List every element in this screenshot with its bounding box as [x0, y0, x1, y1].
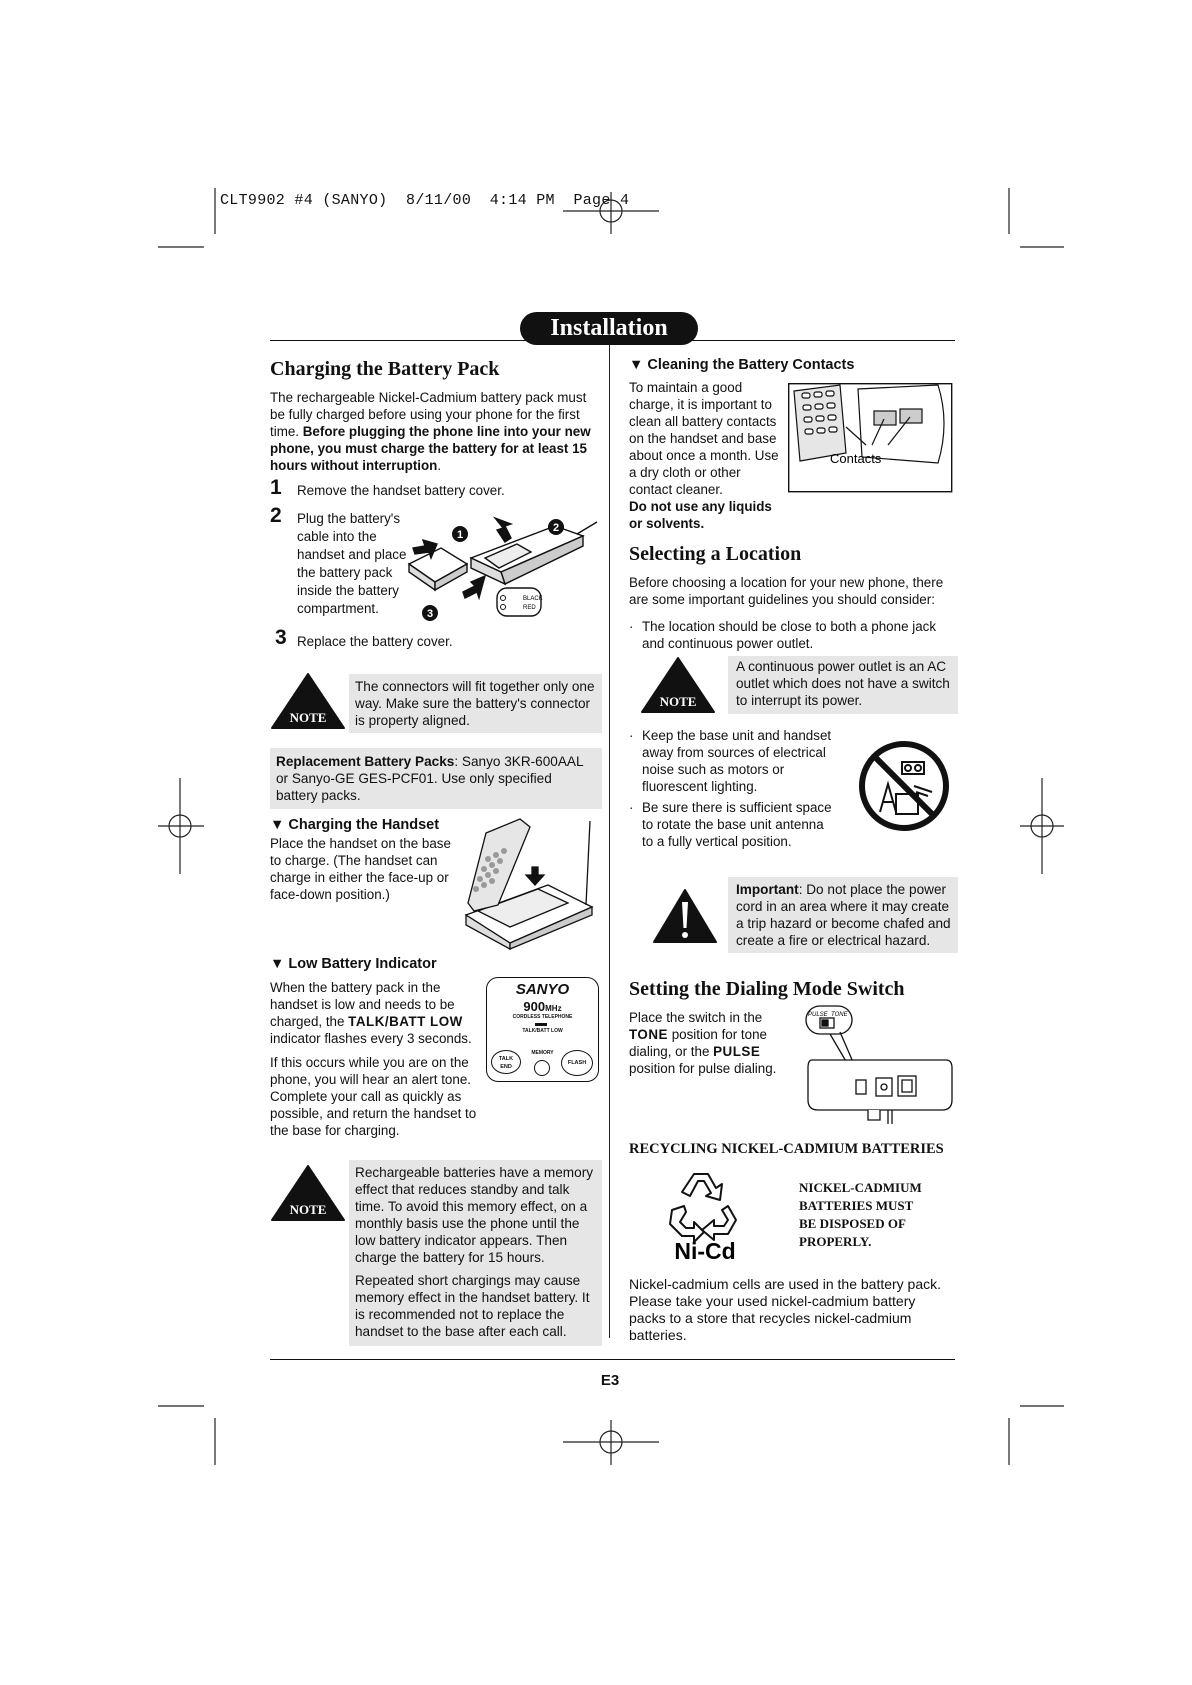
- location-note-text: A continuous power outlet is an AC outlet which does not have a switch to interrupt its power.: [728, 656, 958, 714]
- note-triangle-icon: [270, 672, 346, 730]
- svg-text:1: 1: [456, 529, 464, 541]
- handset-on-base-illustration: [458, 815, 596, 950]
- low-battery-text: When the battery pack in the handset is low and needs to be charged, the TALK/BATT LOW indicator flashes every 3 seconds.: [270, 980, 472, 1046]
- flash-button: FLASH: [561, 1050, 593, 1076]
- recycle-logo-icon: [664, 1166, 746, 1262]
- note-2-paragraph-1: Rechargeable batteries have a memory effect that reduces standby and talk time. To avoid this memory effect, on a monthly basis use the phone until the low battery indicator appears. Then charge the battery for 15 hours.: [355, 1165, 594, 1265]
- section-title-pill: Installation: [520, 312, 698, 345]
- warning-exclamation-icon: [652, 888, 718, 944]
- svg-text:2: 2: [552, 522, 560, 534]
- svg-text:NOTE: NOTE: [289, 710, 327, 725]
- dialing-text: Place the switch in the TONE position for tone dialing, or the PULSE position for pulse dialing.: [629, 1010, 777, 1076]
- svg-text:Ni-Cd: Ni-Cd: [674, 1238, 736, 1264]
- footer-rule: [270, 1359, 955, 1360]
- replacement-packs-box: Replacement Battery Packs: Sanyo 3KR-600AAL or Sanyo-GE GES-PCF01. Use only specified battery packs.: [270, 748, 602, 809]
- talk-batt-low-label: TALK/BATT LOW: [522, 1028, 563, 1034]
- dialing-heading: Setting the Dialing Mode Switch: [629, 978, 905, 1000]
- note-2-box: [349, 1160, 602, 1346]
- printer-slug-line: CLT9902 #4 (SANYO) 8/11/00 4:14 PM Page 4: [220, 192, 630, 209]
- recycling-warning: NICKEL-CADMIUM BATTERIES MUST BE DISPOSED OF PROPERLY.: [799, 1180, 922, 1249]
- location-bullet-2: · Keep the base unit and handset away from sources of electrical noise such as motors or fluorescent lighting.: [629, 728, 832, 794]
- step-2-text: Plug the battery's cable into the handset and place the battery pack inside the battery compartment.: [297, 511, 407, 616]
- note-triangle-icon-3: [640, 656, 716, 714]
- charging-handset-heading: ▼ Charging the Handset: [270, 817, 440, 833]
- charging-intro: The rechargeable Nickel-Cadmium battery pack must be fully charged before using your phone for the first time. Before plugging the phone line into your new phone, you must charge the battery for at least 15 hours without interruption.: [270, 390, 591, 473]
- talk-end-button: TALK END: [491, 1050, 521, 1074]
- cleaning-text: To maintain a good charge, it is important to clean all battery contacts on the handset and base about once a month. Use a dry cloth or other contact cleaner. Do not use any liquids or solvents.: [629, 380, 779, 531]
- indicator-led: [535, 1023, 547, 1026]
- svg-text:NOTE: NOTE: [289, 1202, 327, 1217]
- note-1-text: The connectors will fit together only one way. Make sure the battery's connector is property aligned.: [349, 674, 602, 733]
- battery-install-illustration: [405, 512, 605, 630]
- battery-contacts-illustration: [788, 383, 953, 493]
- svg-text:RED: RED: [523, 605, 536, 611]
- charging-heading: Charging the Battery Pack: [270, 358, 500, 380]
- base-keypad-panel: [486, 977, 599, 1082]
- location-heading: Selecting a Location: [629, 543, 802, 565]
- low-battery-heading: ▼ Low Battery Indicator: [270, 956, 437, 972]
- memory-button: [534, 1060, 550, 1076]
- model-label: 900MHz: [523, 999, 562, 1014]
- note-triangle-icon-2: [270, 1164, 346, 1222]
- step-3-text: Replace the battery cover.: [297, 634, 453, 649]
- step-2-number: 2: [270, 504, 282, 527]
- memory-label: MEMORY: [531, 1050, 554, 1056]
- svg-text:Contacts: Contacts: [830, 451, 882, 466]
- step-1-number: 1: [270, 476, 282, 499]
- recycling-text: Nickel-cadmium cells are used in the battery pack. Please take your used nickel-cadmium battery packs to a store that recycles nickel-cadmium batteries.: [629, 1276, 942, 1343]
- location-bullet-3: · Be sure there is sufficient space to rotate the base unit antenna to a fully vertical position.: [629, 800, 832, 849]
- low-battery-alert-text: If this occurs while you are on the phone, you will hear an alert tone. Complete your call as quickly as possible, and return the handset to the base for charging.: [270, 1055, 477, 1138]
- svg-text:PULSE TONE: PULSE TONE: [808, 1012, 848, 1018]
- note-2-paragraph-2: Repeated short chargings may cause memory effect in the handset battery. It is recommended not to replace the handset to the base after each call.: [355, 1273, 590, 1339]
- location-bullet-1: · The location should be close to both a phone jack and continuous power outlet.: [629, 619, 937, 651]
- page-number: E3: [600, 1372, 620, 1389]
- svg-text:BLACK: BLACK: [523, 596, 543, 602]
- svg-text:NOTE: NOTE: [659, 694, 697, 709]
- cordless-label: CORDLESS TELEPHONE: [512, 1014, 573, 1020]
- svg-text:3: 3: [426, 608, 434, 620]
- recycling-heading: RECYCLING NICKEL-CADMIUM BATTERIES: [629, 1141, 944, 1157]
- important-box: Important: Do not place the power cord in an area where it may create a trip hazard or become chafed and create a fire or electrical hazard.: [728, 877, 958, 953]
- charging-handset-text: Place the handset on the base to charge. (The handset can charge in either the face-up or face-down position.): [270, 836, 451, 902]
- step-1-text: Remove the handset battery cover.: [297, 483, 505, 498]
- step-3-number: 3: [275, 626, 287, 649]
- no-electrical-noise-icon: [858, 740, 950, 832]
- cleaning-heading: ▼ Cleaning the Battery Contacts: [629, 357, 855, 373]
- location-intro: Before choosing a location for your new phone, there are some important guidelines you should consider:: [629, 575, 944, 607]
- sanyo-logo: SANYO: [515, 981, 570, 998]
- column-divider: [609, 345, 610, 1338]
- dialing-switch-illustration: [804, 1004, 954, 1128]
